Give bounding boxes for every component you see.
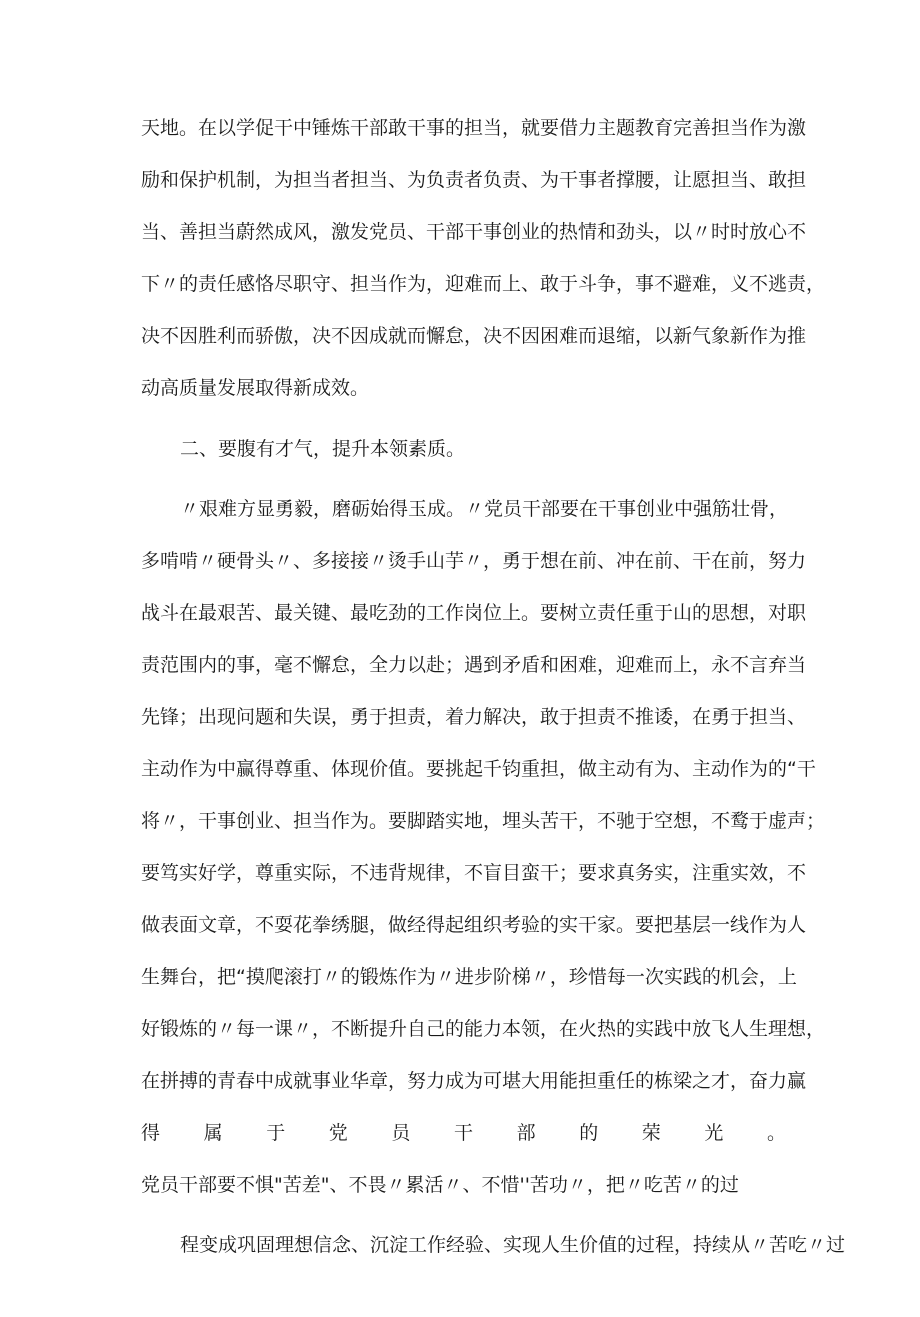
section-heading: 二、要腹有才气，提升本领素质。 [180,438,466,460]
text-line: 程变成巩固理想信念、沉淀工作经验、实现人生价值的过程，持续从〃苦吃〃过 [180,1234,846,1256]
text-line: 好锻炼的〃每一课〃，不断提升自己的能力本领，在火热的实践中放飞人生理想， [141,1018,826,1040]
text-line [141,1277,786,1317]
text-line: 责范围内的事，毫不懈怠，全力以赴；遇到矛盾和困难，迎难而上，永不言弃当 [141,654,807,676]
text-line: 〃艰难方显勇毅，磨砺始得玉成。〃党员干部要在干事创业中强筋壮骨， [180,498,789,520]
text-line: 多啃啃〃硬骨头〃、多接接〃烫手山芋〃，勇于想在前、冲在前、干在前，努力 [141,550,807,572]
text-line: 生舞台，把“摸爬滚打〃的锻炼作为〃进步阶梯〃，珍惜每一次实践的机会，上 [141,966,797,988]
text-line: 决不因胜利而骄傲，决不因成就而懈怠，决不因困难而退缩，以新气象新作为推 [141,325,807,347]
text-line: 做表面文章，不耍花拳绣腿，做经得起组织考验的实干家。要把基层一线作为人 [141,914,807,936]
text-line: 天地。在以学促干中锤炼干部敢干事的担当，就要借力主题教育完善担当作为激 [141,117,807,139]
text-line: 要笃实好学，尊重实际，不违背规律，不盲目蛮干；要求真务实，注重实效，不 [141,862,807,884]
text-line: 战斗在最艰苦、最关键、最吃劲的工作岗位上。要树立责任重于山的思想，对职 [141,602,807,624]
text-line: 励和保护机制，为担当者担当、为负责者负责、为干事者撑腰，让愿担当、敢担 [141,169,807,191]
text-line: 主动作为中赢得尊重、体现价值。要挑起千钧重担，做主动有为、主动作为的“干 [141,758,816,780]
text-line: 在拼搏的青春中成就事业华章，努力成为可堪大用能担重任的栋梁之才，奋力赢 [141,1070,807,1092]
text-line: 动高质量发展取得新成效。 [141,377,370,399]
text-line: 先锋；出现问题和失误，勇于担责，着力解决，敢于担责不推诿，在勇于担当、 [141,706,807,728]
text-line: 当、善担当蔚然成风，激发党员、干部干事创业的热情和劲头，以〃时时放心不 [141,221,807,243]
text-line: 党员干部要不惧"苦差"、不畏〃累活〃、不惜''苦功〃，把〃吃苦〃的过 [141,1174,739,1196]
text-line: 下〃的责任感恪尽职守、担当作为，迎难而上、敢于斗争，事不避难，义不逃责， [141,273,826,295]
text-line: 得属于党员干部的荣光。 [141,1122,786,1144]
text-line: 将〃，干事创业、担当作为。要脚踏实地，埋头苦干，不驰于空想，不鹜于虚声； [141,810,826,832]
